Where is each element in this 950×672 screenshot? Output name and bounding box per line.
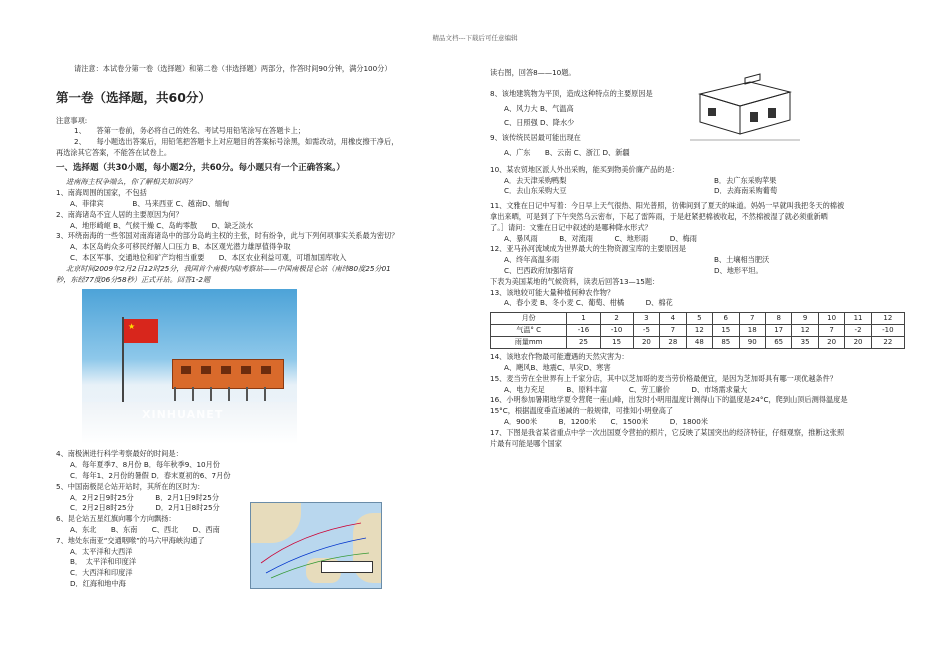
table-header-temp: 气温° C [491, 325, 567, 337]
q3-options-ab: A、本区岛屿众多可移民纾解人口压力 B、本区观光潜力雄厚值得争取 [70, 242, 291, 252]
table-cell: -2 [845, 325, 871, 337]
south-sea-lead: 进南海主权争端么，你了解相关知识吗？ [66, 177, 196, 187]
q4-stem: 4、南极洲进行科学考察最好的时间是： [56, 449, 183, 459]
q1-options: A、菲律宾 B、马来西亚 C、越南D、缅甸 [70, 199, 230, 209]
q8-options-ab: A、风力大 B、气温高 [504, 103, 574, 113]
note-2-cont: 再选涂其它答案，不能答在试卷上。 [56, 147, 172, 157]
station-window [221, 366, 231, 374]
station-window [241, 366, 251, 374]
q6-stem: 6、昆仑站五星红旗向哪个方向飘扬： [56, 514, 176, 524]
q11-stem: 11、文雅在日记中写着：今日早上天气很热、阳光普照，彷佛间到了夏天的味道。妈妈一早就叫我把冬天的棉被 [490, 201, 845, 211]
station-window [181, 366, 191, 374]
q13-options: A、春小麦 B、冬小麦 C、葡萄、柑橘 D、棉花 [504, 298, 673, 308]
table-cell: 7 [739, 313, 765, 325]
table-cell: 12 [792, 325, 818, 337]
q17-stem-cont: 片最有可能是哪个国家 [490, 438, 562, 448]
q6-options: A、东北 B、东南 C、西北 D、西南 [70, 525, 220, 535]
kunlun-intro-cont: 秒，东经77度06分58秒）正式开站。回答1-2题 [56, 274, 211, 284]
q8-stem: 8、该地建筑物为平顶，造成这种特点的主要原因是 [490, 88, 653, 98]
station-window [261, 366, 271, 374]
table-cell: 17 [765, 325, 791, 337]
q5-stem: 5、中国南极昆仑站开站时，其所在的区时为： [56, 481, 205, 491]
table-cell: 28 [660, 337, 686, 349]
table-header-rain: 雨量mm [491, 337, 567, 349]
table-cell: -10 [600, 325, 633, 337]
q7-option-d: D．红海和地中海 [70, 579, 126, 589]
q10-options-row1 [490, 176, 905, 187]
q12-options-row1 [490, 255, 905, 266]
table-cell: 3 [633, 313, 659, 325]
q13-15-lead: 下表为美国某地的气候资料，读表后回答13—15题： [490, 276, 660, 286]
notes-title: 注意事项: [56, 115, 88, 125]
q1-stem: 1、南海周围的国家，不包括 [56, 188, 147, 198]
q10-option-a: A．去天津采购鸭梨 [504, 175, 567, 185]
q16-stem-cont: 15°C，根据温度垂直递减的一般规律，可推知小明登高了 [490, 406, 674, 416]
note-1: 1、 答第一卷前，务必将自己的姓名、考试号用铅笔涂写在答题卡上； [74, 126, 305, 136]
map-legend-box [321, 561, 373, 573]
q12-option-c: C、巴西政府加强培育 [504, 265, 574, 275]
table-header-month: 月份 [491, 313, 567, 325]
q12-stem: 12、亚马孙河流域成为世界最大的生物资源宝库的主要原因是 [490, 244, 687, 254]
q14-stem: 14、该地农作物最可能遭遇的天然灾害为： [490, 352, 629, 362]
table-cell: 18 [739, 325, 765, 337]
q15-stem: 15、麦当劳在全世界有上千家分店，其中以芝加哥的麦当劳价格最便宜，是因为芝加哥具有哪一项优越条件？ [490, 373, 837, 383]
q12-options-row2 [490, 266, 905, 277]
q12-option-a: A、终年高温多雨 [504, 255, 560, 265]
q10-option-d: D．去海南采购葡萄 [714, 186, 778, 196]
chinese-flag [124, 319, 158, 343]
q10-option-b: B．去广东采购苹果 [714, 175, 777, 185]
table-cell: 5 [686, 313, 712, 325]
map-routes [251, 503, 381, 588]
q7-option-b: B． 太平洋和印度洋 [70, 557, 137, 567]
q11-stem-cont: 拿出来晒，可是到了下午突然乌云密布，下起了雷阵雨，于是赶紧把棉被收起，不然棉被湿了就必须重新晒 [490, 211, 828, 221]
table-cell: -5 [633, 325, 659, 337]
q2-stem: 2、南海诸岛不宜人居的主要原因为何？ [56, 209, 183, 219]
q9-options: A、广东 B、云南 C、浙江 D、新疆 [504, 147, 630, 157]
q3-options-cd: C、本区军事、交通地位和矿产均相当重要 D、本区农业利益可观，可增加国库收入 [70, 253, 347, 263]
table-row-temp [491, 325, 905, 337]
table-cell: 4 [660, 313, 686, 325]
q13-stem: 13、该地较可能大量种植何种农作物？ [490, 287, 615, 297]
table-row-month [491, 313, 905, 325]
q14-options: A、飓风B、地震C、旱灾D、寒害 [504, 362, 611, 372]
table-cell: 11 [845, 313, 871, 325]
table-row-rain [491, 337, 905, 349]
q7-option-a: A．太平洋和大西洋 [70, 546, 133, 556]
table-cell: -16 [567, 325, 600, 337]
table-cell: 12 [686, 325, 712, 337]
page-header: 精品文档---下载后可任意编辑 [432, 34, 518, 42]
q10-options-row2 [490, 186, 905, 197]
table-cell: 12 [871, 313, 904, 325]
q10-stem: 10、某农贸地区派人外出采购，能买到物美价廉产品的是： [490, 164, 679, 174]
q8-10-lead: 读右图，回答8——10题。 [490, 68, 576, 77]
table-cell: 20 [633, 337, 659, 349]
table-cell: 20 [845, 337, 871, 349]
q2-options: A、地形崎岖 B、气候干燥 C、岛屿零散 D、缺乏淡水 [70, 220, 254, 230]
q8-options-cd: C、日照强 D、降水少 [504, 118, 575, 128]
section-heading: 一、选择题（共30小题，每小题2分，共60分。每小题只有一个正确答案。） [56, 162, 345, 173]
climate-table [490, 312, 905, 349]
q9-stem: 9、该传统民居最可能出现在 [490, 133, 581, 143]
table-cell: 48 [686, 337, 712, 349]
table-cell: 15 [713, 325, 739, 337]
station-stilts [174, 387, 280, 401]
table-cell: 8 [765, 313, 791, 325]
q12-option-b: B、土壤相当肥沃 [714, 255, 770, 265]
table-cell: 22 [871, 337, 904, 349]
table-cell: 35 [792, 337, 818, 349]
table-cell: 2 [600, 313, 633, 325]
q12-option-d: D、地形平坦。 [714, 265, 763, 275]
table-cell: 10 [818, 313, 844, 325]
q17-stem: 17、下图是我省某省重点中学一次出国夏令营拍的照片，它反映了某国突出的经济特征，仔细观察，推断这张照 [490, 427, 845, 437]
note-2: 2、 每小题选出答案后，用铅笔把答题卡上对应题目的答案标号涂黑，如需改动，用橡皮擦干净后， [74, 137, 399, 147]
q4-options-ab: A．每年夏季7、8月份 B．每年秋季9、10月份 [70, 460, 220, 470]
q5-options-cd: C．2月2日8时25分 D．2月1日8时25分 [70, 503, 220, 513]
station-window [201, 366, 211, 374]
q15-options: A、电力充足 B、原料丰富 C、劳工廉价 D、市场需求量大 [504, 384, 748, 394]
table-cell: 65 [765, 337, 791, 349]
right-column [490, 64, 905, 449]
table-cell: 7 [660, 325, 686, 337]
exam-intro: 请注意：本试卷分第一卷（选择题）和第二卷（非选择题）两部分，作答时间90分钟，满分100分） [74, 64, 392, 73]
table-cell: 20 [818, 337, 844, 349]
table-cell: 90 [739, 337, 765, 349]
table-cell: 9 [792, 313, 818, 325]
q11-stem-end: 了。］请问：文雅在日记中叙述的是哪种降水形式？ [490, 222, 652, 232]
kunlun-station-photo [82, 289, 297, 444]
q4-options-cd: C．每年1、2月份的暑假 D．春末夏初的6、7月份 [70, 471, 231, 481]
kunlun-intro: 北京时间2009年2月2日12时25分，我国首个南极内陆考察站——中国南极昆仑站（南纬80度25分01 [66, 263, 391, 273]
table-cell: 15 [600, 337, 633, 349]
volume-title: 第一卷（选择题，共60分） [56, 89, 211, 105]
table-cell: -10 [871, 325, 904, 337]
table-cell: 25 [567, 337, 600, 349]
q11-options: A、暴风雨 B、对流雨 C、地形雨 D、梅雨 [504, 233, 697, 243]
table-cell: 85 [713, 337, 739, 349]
photo-watermark: XINHUANET [142, 408, 224, 422]
q7-option-c: C．大西洋和印度洋 [70, 568, 133, 578]
q5-options-ab: A．2月2日9时25分 B．2月1日9时25分 [70, 492, 220, 502]
q10-option-c: C．去山东采购大豆 [504, 186, 567, 196]
q3-stem: 3、环绕南海的一些邻国对南海诸岛中的部分岛屿主权的主张，时有纷争，此与下列何项事实关系最为密切？ [56, 231, 399, 241]
q16-options: A．900米 B．1200米 C．1500米 D．1800米 [504, 416, 708, 426]
q7-stem: 7、地处东南亚“交通咽喉”的马六甲海峡沟通了 [56, 535, 205, 545]
malacca-map [250, 502, 382, 589]
table-cell: 6 [713, 313, 739, 325]
station-building [172, 359, 284, 389]
table-cell: 7 [818, 325, 844, 337]
q16-stem: 16、小明参加暑期地学夏令营爬一座山峰，出发时小明用温度计测得山下的温度是24°C，爬到山顶后测得温度是 [490, 395, 848, 405]
table-cell: 1 [567, 313, 600, 325]
flag-star-icon: ★ [128, 322, 136, 332]
